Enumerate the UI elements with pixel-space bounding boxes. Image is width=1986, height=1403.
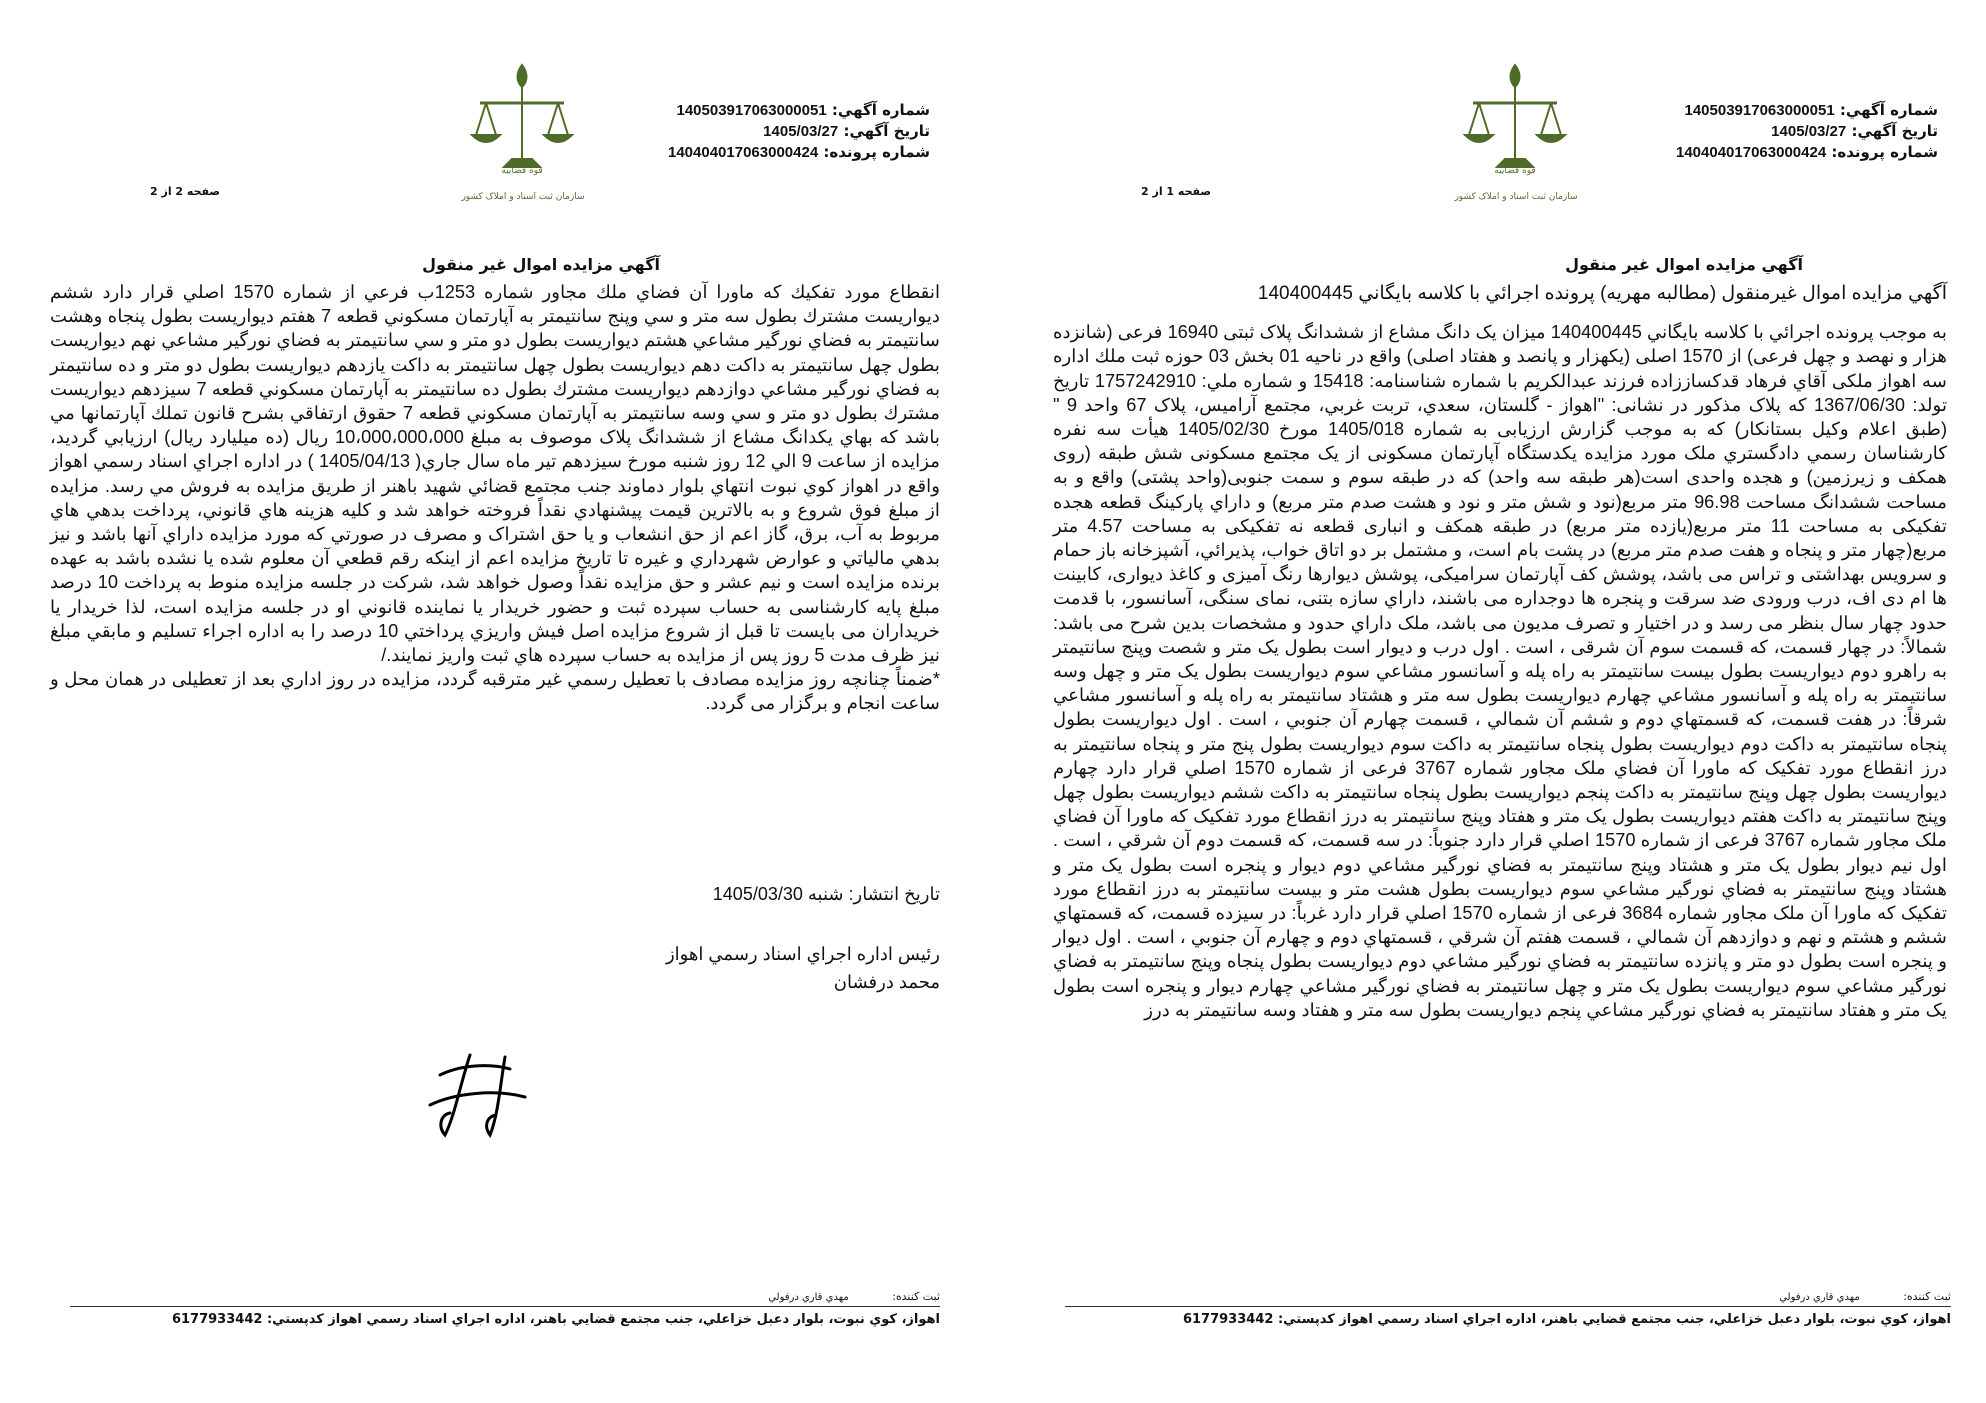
- ad-date-row: [1643, 121, 1938, 142]
- ad-date-label: تاريخ آگهي:: [843, 122, 930, 140]
- case-number-row: [1643, 142, 1938, 163]
- ad-number-row: [650, 100, 930, 121]
- ad-number-row: [1643, 100, 1938, 121]
- body-paragraph: به موجب پرونده اجرائي با كلاسه بايگاني 140400445 ميزان يک دانگ مشاع از ششدانگ پلاک ثبتی 16940 فرعی (شانزده هزار و نهصد و چهل فرعی) از 1570 اصلی (يكهزار و پانصد و هفتاد اصلی) واقع در ناحيه 01 بخش 03 حوزه ثبت ملك اداره سه اهواز ملكی آقاي فرهاد قدكساززاده فرزند عبدالكريم با شماره شناسنامه: 15418 و شماره ملي: 1757242910 تاريخ تولد: 1367/06/30 كه پلاک مذكور در نشانی: "اهواز - گلستان، سعدي، تربت غربي، مجتمع آراميس، پلاک 67 واحد 9 " (طبق اعلام وكيل بستانكار) كه به موجب گزارش ارزيابی به شماره 1405/018 مورخ 1405/02/30 هيأت سه نفره كارشناسان رسمي دادگستري ملک مورد مزايده يكدستگاه آپارتمان مسكونی از يک مجتمع مسكونی شش طبقه (روی همكف و زيرزمين) و هجده واحدی است(هر طبقه سه واحد) كه در طبقه سوم و سمت جنوبی(واحد پشتی) واقع و به مساحت ششدانگ مساحت 96.98 متر مربع(نود و شش متر و نود و هشت صدم متر مربع) و داراي پاركينگ قطعه هجده تفكيكی به مساحت 11 متر مربع(يازده متر مربع) در طبقه همكف و انباری قطعه نه تفكيكی به مساحت 4.57 متر مربع(چهار متر و پنجاه و هفت صدم متر مربع) در پشت بام است، و مشتمل بر دو اتاق خواب، پذيرائي، آشپزخانه باز حمام و سرويس بهداشتی و تراس می باشد، پوشش كف آپارتمان سراميكی، پوشش ديوارها رنگ آميزی و كاغذ ديواری، كابينت ها ام دی اف، درب ورودی ضد سرقت و پنجره ها دوجداره می باشند، داراي سازه بتنی، نمای سنگی، آسانسور، با قدمت حدود چهار سال بنظر می رسد و در اختيار و تصرف مديون می باشد، ملک داراي حدود و مشخصات بدين شرح می باشد: شمالاً: در چهار قسمت، كه قسمت سوم آن شرقی ، است . اول درب و ديوار است بطول يک متر و شصت وپنج سانتيمتر به راهرو دوم ديواريست بطول بيست سانتيمتر به راه پله و آسانسور مشاعي سوم ديواريست بطول يک متر و چهل وسه سانتيمتر به راه پله و آسانسور مشاعي چهارم ديواريست بطول سه متر و هشتاد سانتيمتر به راه پله و آسانسور مشاعي شرقاً: در هفت قسمت، كه قسمتهاي دوم و ششم آن شمالي ، قسمت چهارم آن جنوبي ، است . اول ديواريست بطول پنجاه سانتيمتر به داكت دوم ديواريست بطول پنجاه سانتيمتر به داكت سوم ديواريست بطول پنج متر و پنجاه سانتيمتر به درز انقطاع مورد تفكيک كه ماورا آن فضاي ملک مجاور شماره 3767 فرعی از شماره 1570 اصلي قرار دارد چهارم ديواريست بطول چهل وپنج سانتيمتر به داكت پنجم ديواريست بطول پنجاه سانتيمتر به داكت ششم ديواريست بطول چهل وپنج سانتيمتر به داكت هفتم ديواريست بطول يک متر و هفتاد وپنج سانتيمتر به درز انقطاع مورد تفكيک كه ماورا آن فضاي ملک مجاور شماره 3767 فرعی از شماره 1570 اصلي قرار دارد جنوباً: در سه قسمت، كه قسمت دوم آن شرقي ، است . اول نيم ديوار بطول يک متر و هشتاد وپنج سانتيمتر به فضاي نورگير مشاعي دوم ديوار و پنجره است بطول يک متر و هشتاد وپنج سانتيمتر به فضاي نورگير مشاعي سوم ديواريست بطول هشت متر و بيست سانتيمتر به درز انقطاع مورد تفكيک كه ماورا آن ملک مجاور شماره 3684 فرعی از شماره 1570 اصلي قرار دارد غرباً: در سيزده قسمت، كه قسمتهاي ششم و هشتم و نهم و دوازدهم آن شمالي ، قسمت هفتم آن شرقي ، قسمتهاي دوم و چهارم آن جنوبي ، است . اول ديوار و پنجره است بطول دو متر و پانزده سانتيمتر به فضاي نورگير مشاعي دوم ديواريست بطول پنجاه وپنج سانتيمتر به فضاي نورگير مشاعي سوم ديواريست بطول يک متر و چهل سانتيمتر به فضاي نورگير مشاعي چهارم ديوار و پنجره است بطول يک متر و هفتاد سانتيمتر به فضاي نورگير مشاعي پنجم ديواريست بطول سه متر و هفتاد وسه سانتيمتر به درز: [1053, 322, 1948, 1020]
- registrar: [1713, 1290, 1951, 1303]
- body-paragraph: انقطاع مورد تفكيك كه ماورا آن فضاي ملك مجاور شماره 1253ب فرعي از شماره 1570 اصلي قرار دارد ششم ديواريست مشترك بطول سه متر و سي وپنج سانتيمتر به آپارتمان مسكوني قطعه 7 هفتم ديواريست بطول پنجاه وهشت سانتيمتر به فضاي نورگير مشاعي هشتم ديواريست بطول دو متر و سي سانتيمتر به فضاي نورگير مشاعي نهم ديواريست بطول چهل سانتيمتر به داكت دهم ديواريست بطول چهل سانتيمتر به داكت يازدهم ديواريست بطول دو متر و ده سانتيمتر به فضاي نورگير مشاعي دوازدهم ديواريست مشترك بطول ده سانتيمتر به آپارتمان مسكوني قطعه 7 سيزدهم ديواريست مشترك بطول دو متر و سي وسه سانتيمتر به آپارتمان مسكوني قطعه 7 حقوق ارتفاقي بشرح قانون تملك آپارتمانها مي باشد كه بهاي يكدانگ مشاع از ششدانگ پلاک موصوف به مبلغ 10،000،000،000 ريال (ده ميليارد ريال) ارزيابي گرديد، مزايده از ساعت 9 الي 12 روز شنبه مورخ سيزدهم تير ماه سال جاري( 1405/04/13 ) در اداره اجراي اسناد رسمي اهواز واقع در اهواز كوي نبوت انتهاي بلوار دماوند جنب مجتمع قضائي شهيد باهنر از طريق مزايده به فروش مي رسد. مزايده از مبلغ فوق شروع و به بالاترين قيمت پيشنهادي نقداً فروخته خواهد شد و كليه هزينه هاي قانوني، پرداخت بدهي هاي مربوط به آب، برق، گاز اعم از حق انشعاب و يا حق اشتراک و مصرف در صورتي كه مورد مزايده داراي آنها باشد و نيز بدهي مالياتي و عوارض شهرداري و غيره تا تاريخ مزايده اعم از اينكه رقم قطعي آن معلوم شده يا نشده باشد به عهده برنده مزايده است و نيم عشر و حق مزايده نقداً وصول خواهد شد، شركت در جلسه مزايده منوط به پرداخت 10 درصد مبلغ پايه كارشناسی به حساب سپرده ثبت و حضور خريدار يا نماينده قانوني او در جلسه مزايده است، لذا خريدار يا خريداران می بايست تا قبل از شروع مزايده اصل فيش واريزي پرداختي 10 درصد را به اداره اجراء تسليم و مابقي مبلغ نيز ظرف مدت 5 روز پس از مزايده به حساب سپرده هاي ثبت واريز نمايند./: [50, 282, 941, 666]
- publication-value: شنبه 1405/03/30: [712, 884, 844, 904]
- signer-name: محمد درفشان: [833, 972, 940, 992]
- registrar-label: ثبت کننده:: [892, 1290, 940, 1303]
- emblem-organization: سازمان ثبت اسناد و املاک کشور: [461, 192, 585, 202]
- case-number: 140404017063000424: [668, 144, 819, 161]
- ad-number-label: شماره آگهي:: [1839, 101, 1938, 119]
- document-subtitle: آگهي مزايده اموال غيرمنقول (مطالبه مهريه) پرونده اجرائي با كلاسه بايگاني 140400445: [1257, 283, 1947, 304]
- ad-meta: [650, 100, 930, 163]
- ad-meta: [1643, 100, 1938, 163]
- signer-title: رئيس اداره اجراي اسناد رسمي اهواز: [665, 944, 940, 964]
- document-title: آگهي مزايده اموال غير منقول: [422, 255, 660, 274]
- document-title: آگهي مزايده اموال غير منقول: [1565, 255, 1803, 274]
- handwritten-signature-icon: [400, 1035, 560, 1145]
- emblem-caption: قوه قضاییه: [1494, 166, 1536, 176]
- ad-date: 1405/03/27: [1771, 123, 1847, 140]
- body-paragraph-note: *ضمناً چنانچه روز مزايده مصادف با تعطيل رسمي غير مترقبه گردد، مزايده در روز اداري بعد از تعطيلی در همان محل و ساعت انجام و برگزار می گردد.: [50, 669, 940, 714]
- case-number-label: شماره پرونده:: [823, 143, 930, 161]
- publication-date: [440, 884, 940, 905]
- registrar-name: مهدي قاري درفولي: [768, 1292, 849, 1303]
- emblem-caption: قوه قضاییه: [501, 166, 543, 176]
- ad-date-row: [650, 121, 930, 142]
- case-number-label: شماره پرونده:: [1831, 143, 1938, 161]
- office-address: اهواز، كوي نبوت، بلوار دعبل خزاعلي، جنب مجتمع قضايي باهنر، اداره اجراي اسناد رسمي اهواز كدپستي: 6177933442: [1182, 1312, 1951, 1327]
- ad-date-label: تاريخ آگهي:: [1851, 122, 1938, 140]
- footer-divider: [70, 1306, 940, 1307]
- office-address: اهواز، كوي نبوت، بلوار دعبل خزاعلي، جنب مجتمع قضايي باهنر، اداره اجراي اسناد رسمي اهواز كدپستي: 6177933442: [171, 1312, 940, 1327]
- ad-number-label: شماره آگهي:: [831, 101, 930, 119]
- case-number: 140404017063000424: [1676, 144, 1827, 161]
- document-body: [1053, 282, 1947, 1022]
- registrar-label: ثبت کننده:: [1903, 1290, 1951, 1303]
- page-number: صفحه 2 از 2: [150, 185, 221, 198]
- document-page-1: [993, 0, 1986, 1403]
- judiciary-emblem-icon: [462, 55, 582, 215]
- ad-number: 140503917063000051: [1684, 102, 1835, 119]
- emblem-organization: سازمان ثبت اسناد و املاک کشور: [1454, 192, 1578, 202]
- ad-number: 140503917063000051: [676, 102, 827, 119]
- registrar-name: مهدي قاري درفولي: [1779, 1292, 1860, 1303]
- judiciary-emblem-icon: [1455, 55, 1575, 215]
- registrar: [720, 1290, 940, 1303]
- ad-date: 1405/03/27: [763, 123, 839, 140]
- signer-block: [440, 940, 940, 996]
- page-number: صفحه 1 از 2: [1141, 185, 1212, 198]
- case-number-row: [650, 142, 930, 163]
- document-body: [50, 280, 940, 716]
- publication-label: تاريخ انتشار:: [848, 884, 940, 904]
- footer-divider: [1065, 1306, 1951, 1307]
